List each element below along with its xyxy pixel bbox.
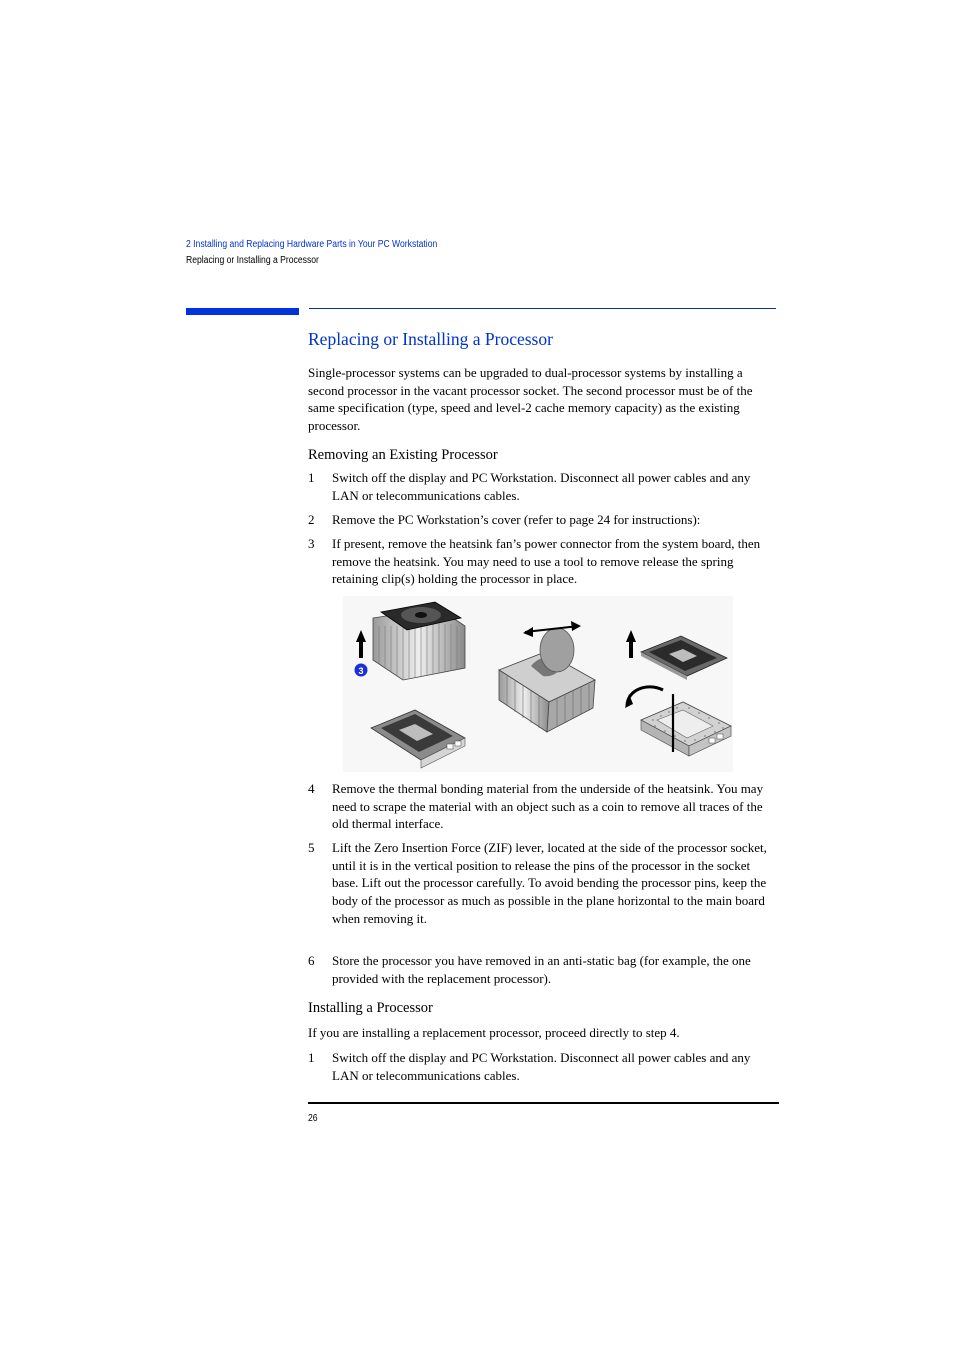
step-text: Remove the thermal bonding material from the underside of the heatsink. You may need to scrape the material with an object such as a coin to remove all traces of the old thermal interface. [332,781,764,832]
step-text: If present, remove the heatsink fan’s power connector from the system board, then remove the heatsink. You may need to use a tool to remove release the spring retaining clip(s) holding the processor in place. [332,536,761,587]
intro-paragraph: Single-processor systems can be upgraded to dual-processor systems by installing a second processor in the vacant processor socket. The second processor must be of the same specification (type, speed and level-2 cache memory capacity) as the existing processor. [308,365,753,434]
processor-removal-illustration [343,596,733,772]
step-number: 6 [308,953,315,968]
step-number: 1 [308,470,315,485]
removing-step-3 [308,535,778,588]
step-text: Switch off the display and PC Workstation. Disconnect all power cables and any LAN or telecommunications cables. [332,1050,751,1083]
step-text: Store the processor you have removed in an anti-static bag (for example, the one provided with the replacement processor). [332,953,751,986]
installing-heading: Installing a Processor [308,1000,433,1016]
step-number: 3 [308,536,315,551]
page-title: Replacing or Installing a Processor [308,329,553,349]
footer-rule [308,1102,779,1104]
running-header-section: Replacing or Installing a Processor [186,255,319,266]
step-text: Switch off the display and PC Workstation. Disconnect all power cables and any LAN or telecommunications cables. [332,470,751,503]
step-text: Lift the Zero Insertion Force (ZIF) lever, located at the side of the processor socket, until it is in the vertical position to release the pins of the processor in the socket base. Lift out the processor carefully. To avoid bending the processor pins, keep the body of the processor as much as possible in the plane horizontal to the main board when removing it. [332,840,767,926]
removing-step-1 [308,469,778,504]
step-number: 5 [308,840,315,855]
section-marker-bar [186,308,299,315]
removing-step-2 [308,511,778,529]
section-rule [309,308,776,309]
removing-step-4 [308,780,778,833]
removing-step-6 [308,952,778,987]
installing-intro: If you are installing a replacement processor, proceed directly to step 4. [308,1025,680,1040]
page-number: 26 [308,1113,318,1124]
callout-badge [355,664,368,677]
step-number: 1 [308,1050,315,1065]
running-header-chapter: 2 Installing and Replacing Hardware Parts in Your PC Workstation [186,239,438,250]
installing-step-1 [308,1049,778,1084]
removing-heading: Removing an Existing Processor [308,447,498,463]
heatsink-fan-drawing [373,602,465,680]
callout-number: 3 [358,666,364,676]
removing-step-5 [308,839,778,928]
step-number: 4 [308,781,315,796]
step-number: 2 [308,512,315,527]
step-text: Remove the PC Workstation’s cover (refer to page 24 for instructions): [332,512,701,527]
